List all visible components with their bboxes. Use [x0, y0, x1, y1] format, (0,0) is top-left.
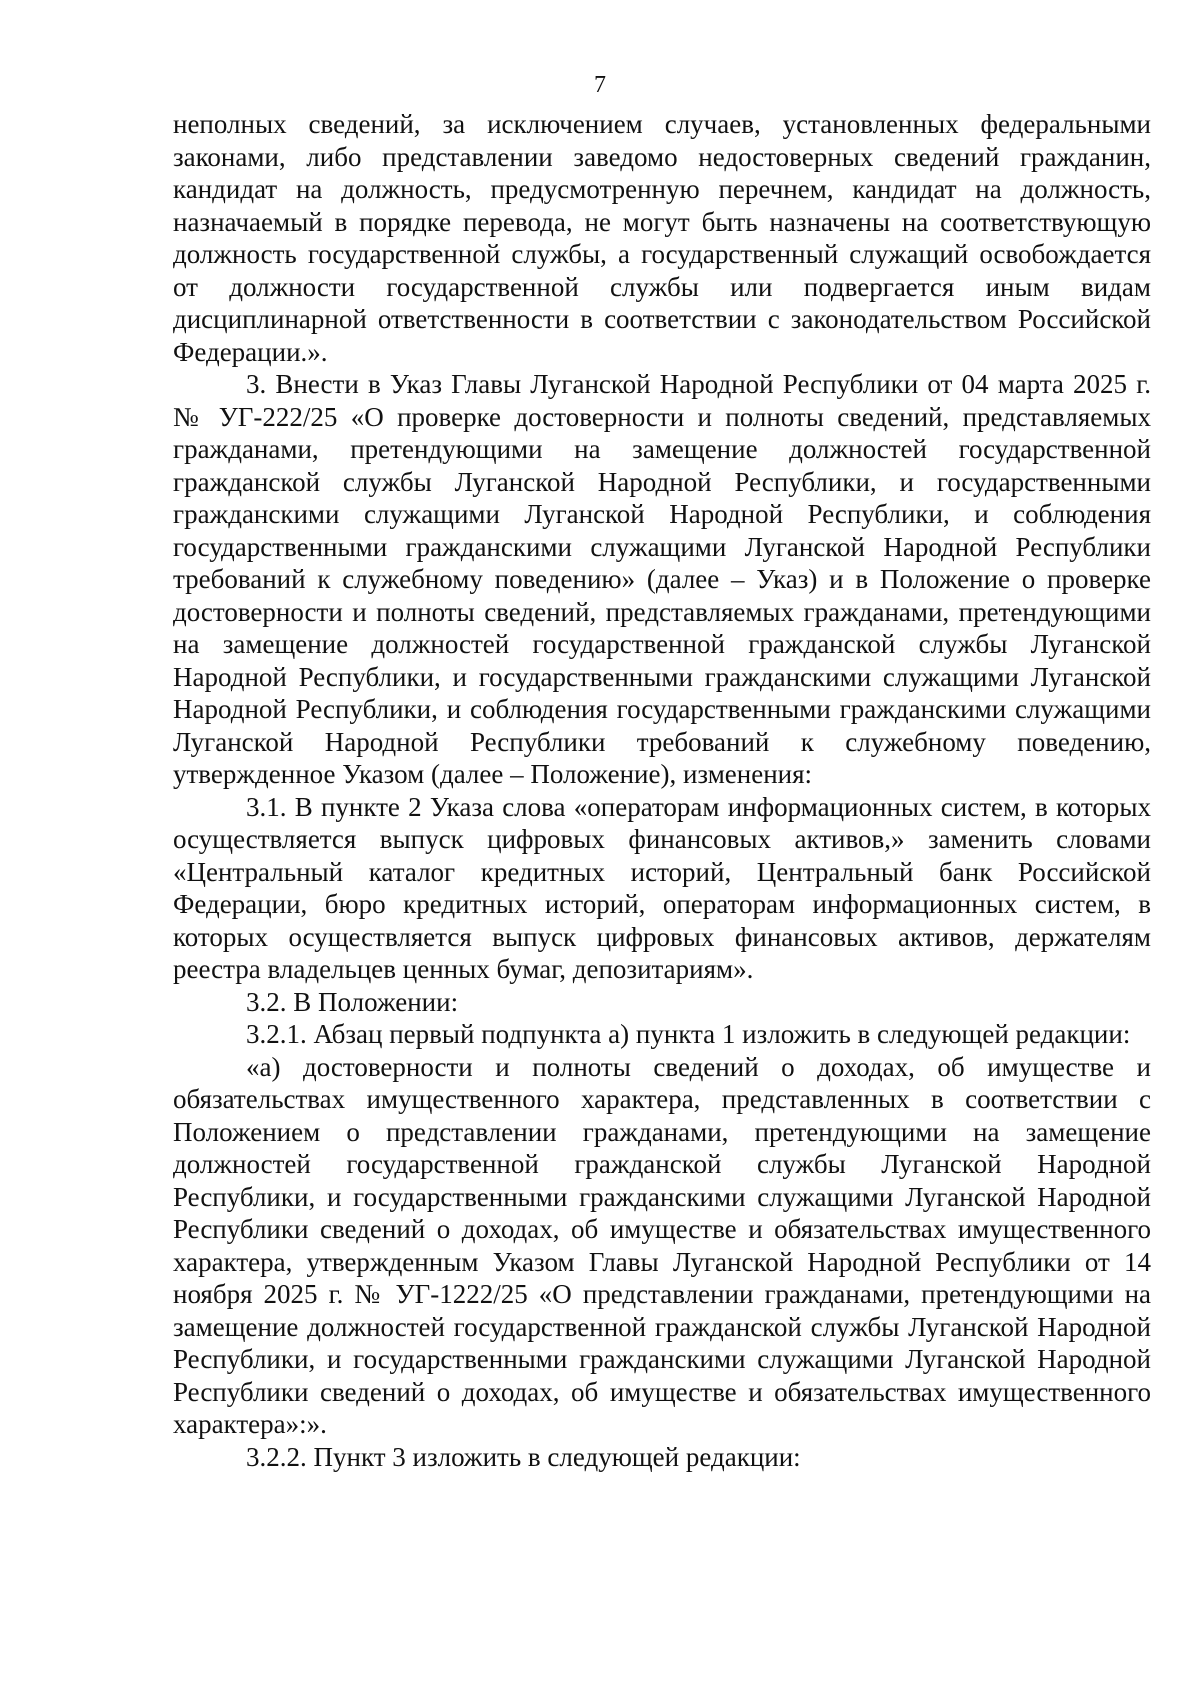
paragraph-item-3-2-2: 3.2.2. Пункт 3 изложить в следующей редакции: — [246, 1441, 801, 1472]
paragraph-quoted-subitem-a: «а) достоверности и полноты сведений о доходах, об имуществе и обязательствах имущественного характера, представленных в соответствии с Положением о представлении гражданами, претендующими на замещение должностей государственной гражданской службы Луганской Народной Республики, и государственными гражданскими служащими Луганской Народной Республики сведений о доходах, об имуществе и обязательствах имущественного характера, утвержденным Указом Главы Луганской Народной Республики от 14 ноября 2025 г. № УГ-1222/25 «О представлении гражданами, претендующими на замещение должностей государственной гражданской службы Луганской Народной Республики, и государственными гражданскими служащими Луганской Народной Республики сведений о доходах, об имуществе и обязательствах имущественного характера»:». — [173, 1051, 1151, 1439]
paragraph-item-3-2-1: 3.2.1. Абзац первый подпункта а) пункта 1 изложить в следующей редакции: — [246, 1019, 1131, 1049]
paragraph-item-3-1: 3.1. В пункте 2 Указа слова «операторам информационных систем, в которых осуществляется выпуск цифровых финансовых активов,» заменить словами «Центральный каталог кредитных историй, Центральный банк Российской Федерации, бюро кредитных историй, операторам информационных систем, в которых осуществляется выпуск цифровых финансовых активов, держателям реестра владельцев ценных бумаг, депозитариям». — [173, 791, 1151, 984]
paragraph-item-3: 3. Внести в Указ Главы Луганской Народной Республики от 04 марта 2025 г. № УГ-222/25 «О проверке достоверности и полноты сведений, представляемых гражданами, претендующими на замещение должностей государственной гражданской службы Луганской Народной Республики, и государственными гражданскими служащими Луганской Народной Республики, и соблюдения государственными гражданскими служащими Луганской Народной Республики требований к служебному поведению» (далее – Указ) и в Положение о проверке достоверности и полноты сведений, представляемых гражданами, претендующими на замещение должностей государственной гражданской службы Луганской Народной Республики, и государственными гражданскими служащими Луганской Народной Республики, и соблюдения государственными гражданскими служащими Луганской Народной Республики требований к служебному поведению, утвержденное Указом (далее – Положение), изменения: — [173, 369, 1151, 789]
paragraph-item-3-2: 3.2. В Положении: — [246, 986, 459, 1017]
document-body — [173, 108, 1151, 1473]
page-number: 7 — [594, 72, 606, 98]
paragraph-continuation: неполных сведений, за исключением случаев, установленных федеральными законами, либо представлении заведомо недостоверных сведений гражданин, кандидат на должность, предусмотренную перечнем, кандидат на должность, назначаемый в порядке перевода, не могут быть назначены на соответствующую должность государственной службы, а государственный служащий освобождается от должности государственной службы или подвергается иным видам дисциплинарной ответственности в соответствии с законодательством Российской Федерации.». — [173, 109, 1151, 367]
